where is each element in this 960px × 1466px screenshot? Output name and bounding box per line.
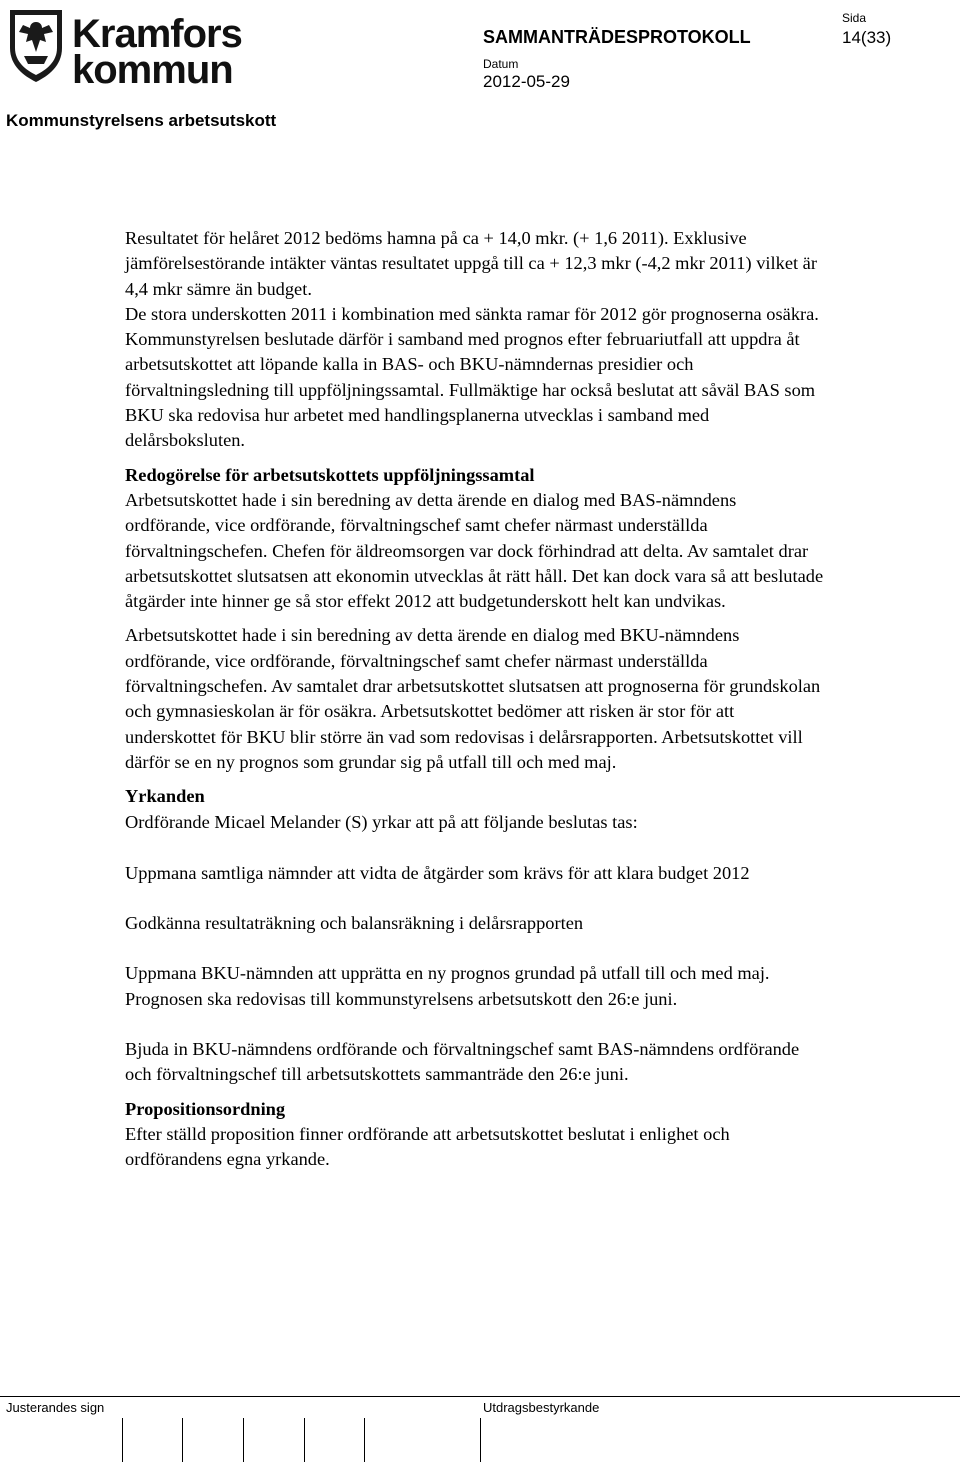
proposal-item-approve-report: Godkänna resultaträkning och balansräkning i delårsrapporten	[125, 913, 584, 934]
document-type: SAMMANTRÄDESPROTOKOLL	[483, 27, 751, 47]
signature-footer	[0, 1396, 960, 1466]
footer-divider	[0, 1396, 960, 1397]
paragraph-bas-dialogue: Arbetsutskottet hade i sin beredning av detta ärende en dialog med BAS-nämndens ordförande, vice ordförande, förvaltningschef samt chefer närmast underställda förvaltningschefen. Chefen för äldreomsorgen var dock förhindrad att delta. Av samtalet drar arbetsutskottet slutsatsen att ekonomin utvecklas åt rätt håll. Det kan dock vara så att beslutade åtgärder inte hinner ge så stor effekt 2012 att budgetunderskott helt kan undvikas.	[125, 489, 824, 612]
signature-box-divider	[480, 1418, 481, 1462]
heading-yrkanden: Yrkanden	[125, 786, 205, 807]
proposal-item-budget: Uppmana samtliga nämnder att vidta de åtgärder som krävs för att klara budget 2012	[125, 862, 750, 883]
extract-certification-label: Utdragsbestyrkande	[483, 1400, 600, 1415]
date-label: Datum	[483, 57, 519, 71]
paragraph-deficit-background: De stora underskotten 2011 i kombination med sänkta ramar för 2012 gör prognoserna osäkra. Kommunstyrelsen beslutade därför i samband med prognos efter februariutfall att uppdra åt arbetsutskottet att löpande kalla in BAS- och BKU-nämndernas presidier och förvaltningsledning till uppföljningssamtal. Fullmäktige har också beslutat att såväl BAS som BKU ska redovisa hur arbetet med handlingsplanerna utvecklas i samband med delårsboksluten.	[125, 303, 819, 451]
protocol-body	[125, 226, 825, 1173]
signature-box-divider	[304, 1418, 305, 1462]
paragraph-result-forecast: Resultatet för helåret 2012 bedöms hamna på ca + 14,0 mkr. (+ 1,6 2011). Exklusive jämförelsestörande intäkter väntas resultatet uppgå till ca + 12,3 mkr (-4,2 mkr 2011) vilket är 4,4 mkr sämre än budget.	[125, 228, 817, 299]
signature-box-divider	[122, 1418, 123, 1462]
committee-name: Kommunstyrelsens arbetsutskott	[6, 111, 277, 130]
page-number: 14(33)	[842, 28, 892, 47]
date-value: 2012-05-29	[483, 72, 570, 91]
heading-propositionsordning: Propositionsordning	[125, 1098, 286, 1119]
logo-text-kramfors: Kramfors	[72, 12, 242, 56]
proposal-item-invite: Bjuda in BKU-nämndens ordförande och förvaltningschef samt BAS-nämndens ordförande och förvaltningschef till arbetsutskottets sammanträde den 26:e juni.	[125, 1039, 800, 1085]
kramfors-logo	[6, 6, 256, 92]
signature-box-divider	[182, 1418, 183, 1462]
paragraph-chair-motion: Ordförande Micael Melander (S) yrkar att på att följande beslutas tas:	[125, 811, 638, 832]
paragraph-bku-dialogue: Arbetsutskottet hade i sin beredning av detta ärende en dialog med BKU-nämndens ordförande, vice ordförande, förvaltningschef samt chefer närmast underställda förvaltningschefen. Av samtalet drar arbetsutskottet slutsatsen att prognoserna för grundskolan och gymnasieskolan är för osäkra. Arbetsutskottet bedömer att risken är stor för att underskottet för BKU blir större än vad som redovisas i delårsrapporten. Arbetsutskottet vill därför se en ny prognos som grundar sig på utfall till och med maj.	[125, 625, 821, 772]
signature-box-divider	[243, 1418, 244, 1462]
paragraph-proposition-result: Efter ställd proposition finner ordförande att arbetsutskottet beslutat i enlighet och ordförandens egna yrkande.	[125, 1123, 730, 1170]
page-label: Sida	[842, 11, 867, 25]
proposal-item-new-forecast: Uppmana BKU-nämnden att upprätta en ny prognos grundad på utfall till och med maj. Prognosen ska redovisas till kommunstyrelsens arbetsutskott den 26:e juni.	[125, 963, 770, 1009]
signature-box-divider	[364, 1418, 365, 1462]
signature-label: Justerandes sign	[6, 1400, 105, 1415]
logo-text-kommun: kommun	[72, 48, 233, 92]
coat-of-arms-icon	[6, 6, 66, 84]
heading-follow-up-report: Redogörelse för arbetsutskottets uppföljningssamtal	[125, 464, 535, 485]
